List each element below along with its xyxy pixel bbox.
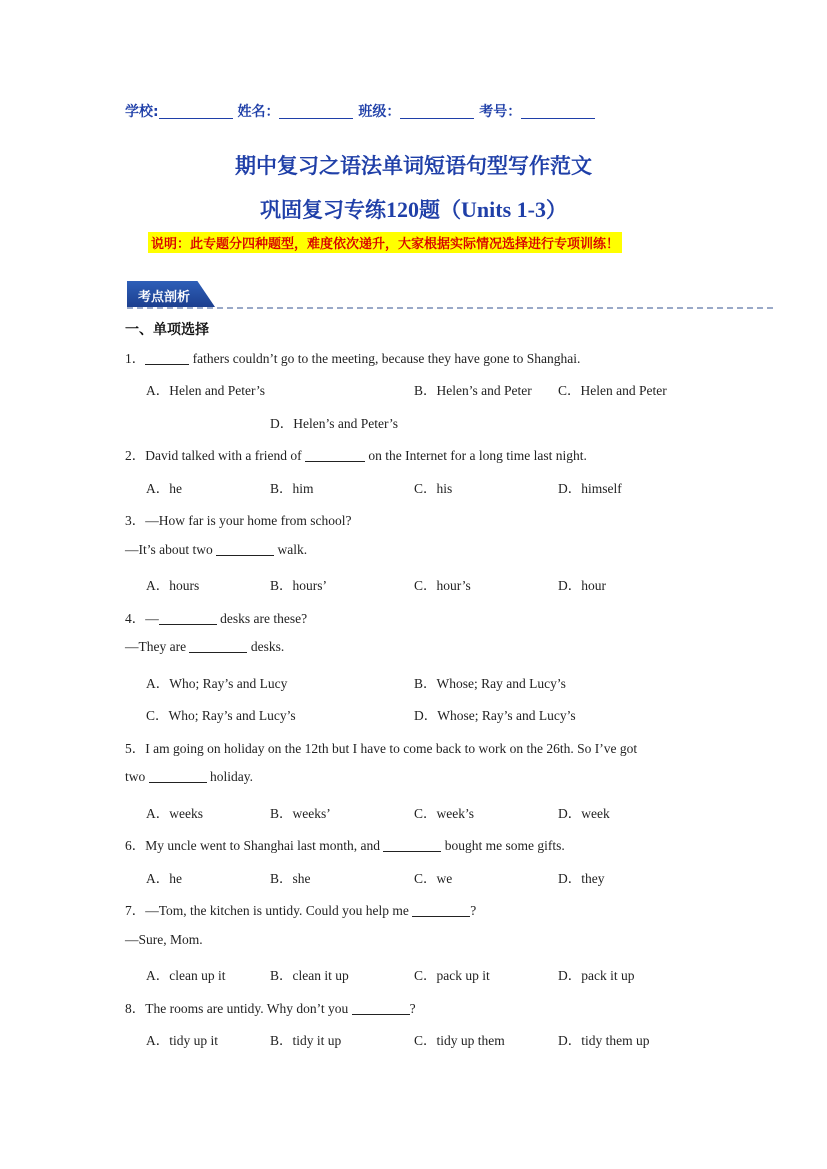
q7-option-d[interactable]: D．pack it up bbox=[558, 968, 635, 983]
question-7-line-2: —Sure, Mom. bbox=[125, 932, 203, 947]
class-label: 班级： bbox=[358, 104, 401, 120]
subtitle-q: 题（ bbox=[419, 198, 462, 222]
q1-option-d[interactable]: D．Helen’s and Peter’s bbox=[270, 416, 398, 431]
q8-option-a[interactable]: A．tidy up it bbox=[146, 1033, 219, 1048]
q2-option-d[interactable]: D．himself bbox=[558, 481, 622, 496]
q2-option-a[interactable]: A．he bbox=[146, 481, 182, 496]
subtitle-units: Units 1-3 bbox=[461, 197, 546, 222]
q5-option-a[interactable]: A．weeks bbox=[146, 806, 203, 821]
subtitle-number: 120 bbox=[386, 197, 420, 222]
q1-option-a[interactable]: A．Helen and Peter’s bbox=[146, 383, 265, 398]
question-4-answer-line bbox=[125, 639, 284, 655]
q3-option-a[interactable]: A．hours bbox=[146, 578, 200, 593]
q1-text: fathers couldn’t go to the meeting, because they have gone to Shanghai. bbox=[189, 351, 581, 366]
subtitle-cn: 巩固复习专练 bbox=[260, 198, 387, 222]
q2-text-before: 2．David talked with a friend of bbox=[125, 448, 305, 463]
q5-text-after: holiday. bbox=[206, 769, 253, 784]
q6-text-before: 6．My uncle went to Shanghai last month, and bbox=[125, 838, 384, 853]
q2-text-after: on the Internet for a long time last night. bbox=[364, 448, 587, 463]
question-3-answer-line bbox=[125, 542, 307, 558]
question-3: 3．—How far is your home from school? bbox=[125, 513, 352, 528]
q7-option-c[interactable]: C．pack up it bbox=[414, 968, 490, 983]
q1-blank[interactable] bbox=[145, 352, 189, 365]
question-1 bbox=[125, 347, 580, 367]
q8-text-after: ? bbox=[409, 1001, 416, 1016]
q7-text-after: ? bbox=[470, 903, 477, 918]
question-5-line-2 bbox=[125, 769, 253, 785]
q6-option-b[interactable]: B．she bbox=[270, 871, 311, 886]
q7-option-b[interactable]: B．clean it up bbox=[270, 968, 349, 983]
q6-option-c[interactable]: C．we bbox=[414, 871, 453, 886]
q2-option-b[interactable]: B．him bbox=[270, 481, 314, 496]
name-label: 姓名： bbox=[237, 104, 280, 120]
page-title: 期中复习之语法单词短语句型写作范文 bbox=[235, 154, 592, 178]
class-blank[interactable] bbox=[400, 104, 474, 119]
q6-text-after: bought me some gifts. bbox=[441, 838, 565, 853]
q3-option-d[interactable]: D．hour bbox=[558, 578, 606, 593]
question-4 bbox=[125, 607, 307, 627]
question-5: 5．I am going on holiday on the 12th but I have to come back to work on the 26th. So I’ve got bbox=[125, 741, 638, 756]
q8-option-c[interactable]: C．tidy up them bbox=[414, 1033, 505, 1048]
q4-blank-2[interactable] bbox=[189, 640, 247, 653]
q8-option-b[interactable]: B．tidy it up bbox=[270, 1033, 342, 1048]
q1-option-b[interactable]: B．Helen’s and Peter bbox=[414, 383, 532, 398]
q1-option-c[interactable]: C．Helen and Peter bbox=[558, 383, 667, 398]
q5-option-c[interactable]: C．week’s bbox=[414, 806, 474, 821]
section-divider bbox=[127, 307, 773, 309]
section-heading: 一、单项选择 bbox=[125, 322, 209, 338]
q8-option-d[interactable]: D．tidy them up bbox=[558, 1033, 650, 1048]
q6-option-d[interactable]: D．they bbox=[558, 871, 605, 886]
q5-option-d[interactable]: D．week bbox=[558, 806, 610, 821]
q6-option-a[interactable]: A．he bbox=[146, 871, 182, 886]
question-8 bbox=[125, 997, 416, 1017]
section-tab-label: 考点剖析 bbox=[138, 290, 191, 305]
subtitle-end: ） bbox=[545, 198, 567, 222]
q5-text-before: two bbox=[125, 769, 149, 784]
q4-option-b[interactable]: B．Whose; Ray and Lucy’s bbox=[414, 676, 566, 691]
q3-text-after: walk. bbox=[274, 542, 308, 557]
q3-option-b[interactable]: B．hours’ bbox=[270, 578, 327, 593]
q3-text-before: —It’s about two bbox=[125, 542, 217, 557]
question-2 bbox=[125, 444, 587, 464]
q4-answer-before: —They are bbox=[125, 639, 190, 654]
q4-text-before: 4．— bbox=[125, 611, 159, 626]
q7-blank[interactable] bbox=[412, 904, 470, 917]
q1-number: 1． bbox=[125, 351, 146, 366]
q3-option-c[interactable]: C．hour’s bbox=[414, 578, 471, 593]
school-blank[interactable] bbox=[159, 104, 233, 119]
q2-option-c[interactable]: C．his bbox=[414, 481, 453, 496]
q5-blank[interactable] bbox=[149, 770, 207, 783]
q3-blank[interactable] bbox=[216, 543, 274, 556]
q4-blank-1[interactable] bbox=[159, 612, 217, 625]
page-subtitle bbox=[0, 194, 827, 224]
q4-option-c[interactable]: C．Who; Ray’s and Lucy’s bbox=[146, 708, 296, 723]
exam-no-label: 考号： bbox=[479, 104, 522, 120]
q2-blank[interactable] bbox=[305, 449, 365, 462]
q4-option-d[interactable]: D．Whose; Ray’s and Lucy’s bbox=[414, 708, 576, 723]
question-6 bbox=[125, 834, 565, 854]
q4-answer-after: desks. bbox=[247, 639, 285, 654]
q8-blank[interactable] bbox=[352, 1002, 410, 1015]
school-label: 学校: bbox=[125, 104, 159, 120]
q7-text-before: 7．—Tom, the kitchen is untidy. Could you help me bbox=[125, 903, 413, 918]
student-info-line bbox=[125, 101, 595, 121]
name-blank[interactable] bbox=[279, 104, 353, 119]
q7-option-a[interactable]: A．clean up it bbox=[146, 968, 226, 983]
q8-text-before: 8．The rooms are untidy. Why don’t you bbox=[125, 1001, 352, 1016]
q4-text-after: desks are these? bbox=[216, 611, 308, 626]
notice-banner: 说明：此专题分四种题型，难度依次递升，大家根据实际情况选择进行专项训练！ bbox=[148, 232, 622, 253]
q5-option-b[interactable]: B．weeks’ bbox=[270, 806, 331, 821]
exam-no-blank[interactable] bbox=[521, 104, 595, 119]
question-7 bbox=[125, 899, 476, 919]
q4-option-a[interactable]: A．Who; Ray’s and Lucy bbox=[146, 676, 288, 691]
q6-blank[interactable] bbox=[383, 839, 441, 852]
